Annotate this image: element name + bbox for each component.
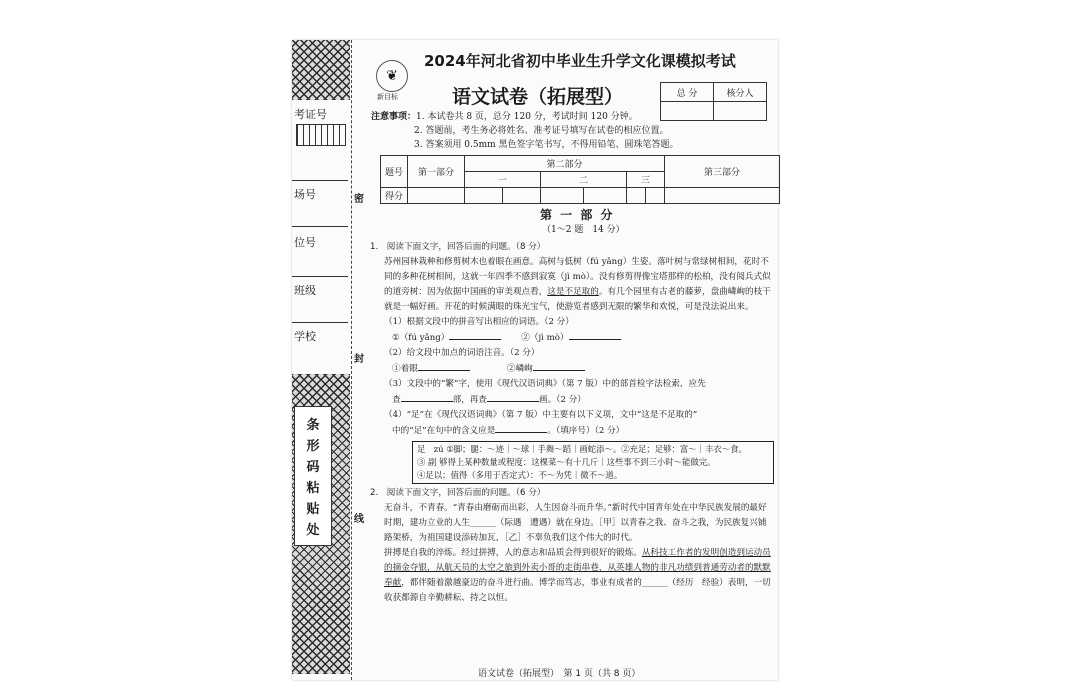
passage-text: 拼搏是自我的淬炼。经过拼搏，人的意志和品质会得到很好的锻炼。 (384, 548, 642, 558)
score-table-row-label: 题号 (381, 156, 408, 188)
score-table (380, 155, 780, 204)
answer-blank[interactable] (401, 392, 453, 402)
section-subtitle: （1～2 题 14 分） (542, 225, 625, 235)
side-divider (292, 322, 348, 323)
question-text: 画。（2 分） (539, 395, 586, 405)
question-2-paragraph-1: 无奋斗，不青春。“青春由磨砺而出彩，人生因奋斗而升华。”新时代中国青年处在中华民族发展的最好时期，建功立业的人生______（际遇 遭遇）就在身边。［甲］以青春之我、奋斗之我，为民族复兴铺路架桥，为祖国建设添砖加瓦，［乙］不辜负我们这个伟大的时代。 (384, 503, 767, 543)
barcode-char: 贴 (306, 502, 320, 517)
exam-subtitle: 语文试卷（拓展型） (452, 86, 624, 108)
barcode-char: 形 (306, 439, 320, 454)
answer-blank[interactable] (449, 330, 501, 340)
question-text: 查 (392, 395, 401, 405)
sub-question-1-blanks (370, 330, 772, 346)
question-body (370, 240, 772, 606)
barcode-char: 码 (306, 460, 320, 475)
question-text: 部，再查 (452, 395, 487, 405)
barcode-area (294, 406, 332, 546)
score-table-part1: 第一部分 (408, 156, 465, 188)
total-score-label: 总 分 (661, 83, 714, 102)
logo-caption: 新目标 (377, 93, 398, 101)
score-table-sub: 二 (541, 172, 627, 188)
score-table-sub: 三 (627, 172, 665, 188)
score-table-part2: 第二部分 (465, 156, 665, 172)
sub-question-1: （1）根据文段中的拼音写出相应的词语。（2 分） (384, 317, 574, 327)
barcode-char: 粘 (306, 481, 320, 496)
seal-mark-mi: 密 (354, 194, 364, 205)
side-field-seat: 位号 (294, 236, 316, 249)
question-1-passage (370, 255, 772, 315)
instruction-item: 2. 答题前，考生务必将姓名、准考证号填写在试卷的相应位置。 (414, 126, 669, 136)
dictionary-entry-box (412, 441, 774, 484)
binding-hatch-top (292, 40, 350, 100)
seal-mark-xian: 线 (354, 514, 364, 525)
score-cell[interactable] (541, 188, 584, 204)
instructions-label: 注意事项： (371, 112, 417, 122)
dictionary-line: 足 zú ①脚；腿：～迹｜～球｜手舞～蹈｜画蛇添～。②充足；足够：富～｜丰衣～食。 (417, 444, 747, 454)
question-2-paragraph-2 (370, 546, 772, 606)
pinyin-prompt: ②（jì mò） (521, 333, 569, 343)
instructions (371, 110, 771, 152)
sub-question-3-blanks (370, 392, 772, 408)
word-prompt: ①着眼 (392, 364, 418, 374)
sub-question-3: （3）文段中的“繁”字，使用《现代汉语词典》（第 7 版）中的部首检字法检索，应先 (384, 379, 706, 389)
pinyin-prompt: ①（fú yǎng） (392, 333, 450, 343)
passage-text: 。有几个园里有古老的藤萝，盘曲嶙峋的枝干就是一幅好画。开花的时候满眼的珠光宝气，使游览者感到无限的繁华和欢悦，可是没法说出来。 (384, 287, 771, 312)
side-divider (292, 180, 348, 181)
side-field-school: 学校 (294, 330, 316, 343)
exam-title: 2024年河北省初中毕业生升学文化课模拟考试 (424, 52, 736, 70)
answer-blank[interactable] (569, 330, 621, 340)
answer-blank[interactable] (418, 361, 470, 371)
page-footer: 语文试卷（拓展型） 第 1 页（共 8 页） (478, 669, 641, 679)
barcode-char: 处 (306, 523, 320, 538)
score-cell[interactable] (646, 188, 665, 204)
word-prompt: ②嶙峋 (506, 364, 533, 374)
score-cell[interactable] (627, 188, 646, 204)
sub-question-2: （2）给文段中加点的词语注音。（2 分） (384, 348, 540, 358)
side-divider (292, 226, 348, 227)
seal-dashed-line (351, 40, 352, 680)
publisher-logo-icon: ❦ (376, 60, 408, 92)
section-title: 第 一 部 分 (540, 208, 615, 222)
score-cell[interactable] (465, 188, 503, 204)
sub-question-2-blanks (370, 361, 772, 377)
question-text: 。（填序号）（2 分） (547, 426, 625, 436)
exam-number-grid (296, 124, 346, 146)
answer-blank[interactable] (487, 392, 539, 402)
dictionary-line: ③ 副 够得上某种数量或程度：这棵菜～有十几斤｜这些事不到三小时～能做完。 (417, 457, 716, 467)
side-field-room: 场号 (294, 188, 316, 201)
dictionary-line: ④足以；值得（多用于否定式）：不～为凭｜微不～道。 (417, 470, 623, 480)
passage-text: ，都伴随着激越豪迈的奋斗进行曲。博学而笃志，事业有成者的______（经历 经验）表明，一切收获都源自辛勤耕耘、持之以恒。 (384, 578, 771, 603)
score-table-part3: 第三部分 (665, 156, 780, 188)
answer-blank[interactable] (495, 423, 547, 433)
passage-text: 苏州园林栽种和修剪树木也着眼在画意。高树与低树（fú yǎng）生姿。落叶树与常绿树相间，花时不同的多种花树相间，这就一年四季不感到寂寞（jì mò）。没有修剪得像宝塔那样的松柏，没有阅兵式似的道旁树：因为依据中国画的审美观点看， (384, 257, 771, 297)
passage-underlined: 从科技工作者的发明创造到运动员的摘金夺银，从航天员的太空之旅到外卖小哥的走街串巷，从英雄人物的非凡功绩到普通劳动者的默默奉献 (384, 548, 771, 588)
barcode-char: 条 (306, 418, 320, 433)
score-table-row-label: 得分 (381, 188, 408, 204)
sub-question-4: （4）“足”在《现代汉语词典》（第 7 版）中主要有以下义项，文中“这是不足取的” (384, 410, 698, 420)
answer-blank[interactable] (533, 361, 585, 371)
score-cell[interactable] (665, 188, 780, 204)
question-1-stem: 1. 阅读下面文字，回答后面的问题。（8 分） (370, 242, 546, 252)
instruction-item: 1. 本试卷共 8 页，总分 120 分，考试时间 120 分钟。 (416, 112, 638, 122)
reviewer-label: 核分人 (714, 83, 767, 102)
score-cell[interactable] (408, 188, 465, 204)
instruction-item: 3. 答案须用 0.5mm 黑色签字笔书写，不得用铅笔、圆珠笔答题。 (414, 140, 679, 150)
question-text: 中的“足”在句中的含义应是 (392, 426, 496, 436)
score-cell[interactable] (503, 188, 541, 204)
seal-mark-feng: 封 (354, 354, 364, 365)
side-divider (292, 276, 348, 277)
sub-question-4-blank (370, 423, 772, 439)
passage-underlined: 这是不足取的 (547, 287, 599, 297)
side-field-exam-number: 考证号 (294, 108, 327, 121)
side-field-class: 班级 (294, 284, 316, 297)
question-2-stem: 2. 阅读下面文字，回答后面的问题。（6 分） (370, 488, 546, 498)
score-table-sub: 一 (465, 172, 541, 188)
score-cell[interactable] (584, 188, 627, 204)
